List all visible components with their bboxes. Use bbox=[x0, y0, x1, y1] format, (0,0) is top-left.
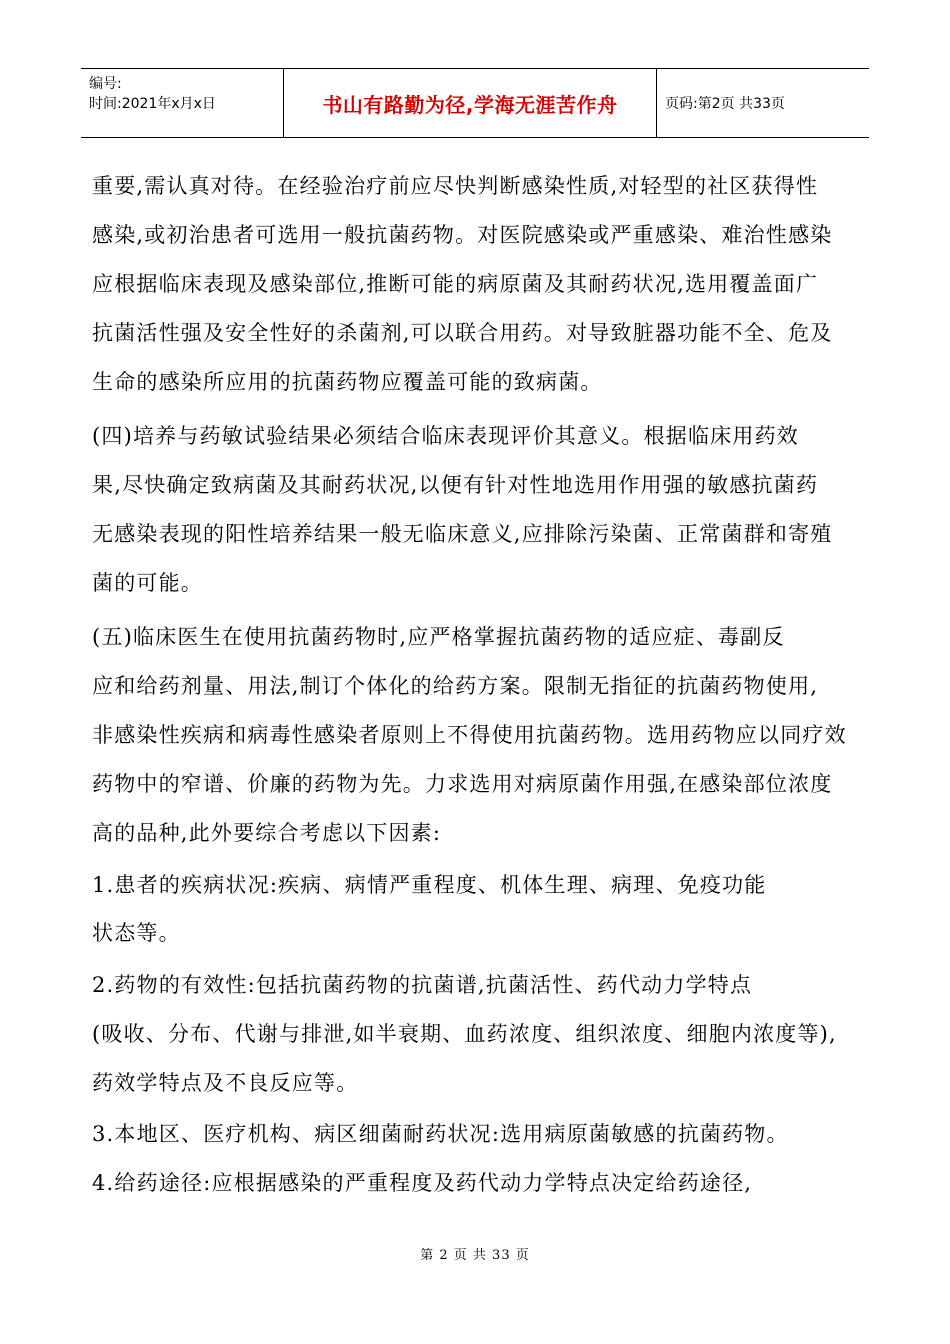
body-line: 3.本地区、医疗机构、病区细菌耐药状况:选用病原菌敏感的抗菌药物。 bbox=[92, 1122, 789, 1146]
body-line: 药物中的窄谱、价廉的药物为先。力求选用对病原菌作用强,在感染部位浓度 bbox=[92, 772, 833, 796]
body-line: 果,尽快确定致病菌及其耐药状况,以便有针对性地选用作用强的敏感抗菌药 bbox=[92, 473, 819, 497]
header-meta bbox=[81, 69, 283, 137]
body-line: 1.患者的疾病状况:疾病、病情严重程度、机体生理、病理、免疫功能 bbox=[92, 873, 767, 897]
body-line: 无感染表现的阳性培养结果一般无临床意义,应排除污染菌、正常菌群和寄殖 bbox=[92, 522, 833, 546]
body-line: 高的品种,此外要综合考虑以下因素: bbox=[92, 821, 442, 845]
body-line: 菌的可能。 bbox=[92, 571, 203, 595]
body-line: 2.药物的有效性:包括抗菌药物的抗菌谱,抗菌活性、药代动力学特点 bbox=[92, 973, 753, 997]
body-line: 状态等。 bbox=[92, 921, 181, 945]
body-line: 感染,或初治患者可选用一般抗菌药物。对医院感染或严重感染、难治性感染 bbox=[92, 223, 833, 247]
body-line: 应和给药剂量、用法,制订个体化的给药方案。限制无指征的抗菌药物使用, bbox=[92, 674, 819, 698]
body-line: 药效学特点及不良反应等。 bbox=[92, 1071, 359, 1095]
header-page-info: 页码:第2页 共33页 bbox=[665, 96, 785, 112]
body-line: 生命的感染所应用的抗菌药物应覆盖可能的致病菌。 bbox=[92, 370, 603, 394]
body-line: 重要,需认真对待。在经验治疗前应尽快判断感染性质,对轻型的社区获得性 bbox=[92, 174, 819, 198]
body-line: (四)培养与药敏试验结果必须结合临床表现评价其意义。根据临床用药效 bbox=[92, 424, 799, 448]
page-header bbox=[81, 68, 869, 138]
document-time-label: 时间:2021年x月x日 bbox=[89, 96, 216, 112]
document-number-label: 编号: bbox=[89, 76, 122, 92]
body-line: (吸收、分布、代谢与排泄,如半衰期、血药浓度、组织浓度、细胞内浓度等), bbox=[92, 1022, 837, 1046]
header-motto: 书山有路勤为径,学海无涯苦作舟 bbox=[283, 69, 657, 137]
body-line: 应根据临床表现及感染部位,推断可能的病原菌及其耐药状况,选用覆盖面广 bbox=[92, 272, 819, 296]
page-footer: 第 2 页 共 33 页 bbox=[420, 1248, 530, 1263]
body-line: (五)临床医生在使用抗菌药物时,应严格掌握抗菌药物的适应症、毒副反 bbox=[92, 625, 785, 649]
body-line: 非感染性疾病和病毒性感染者原则上不得使用抗菌药物。选用药物应以同疗效 bbox=[92, 723, 847, 747]
body-line: 抗菌活性强及安全性好的杀菌剂,可以联合用药。对导致脏器功能不全、危及 bbox=[92, 321, 833, 345]
body-line: 4.给药途径:应根据感染的严重程度及药代动力学特点决定给药途径, bbox=[92, 1171, 753, 1195]
